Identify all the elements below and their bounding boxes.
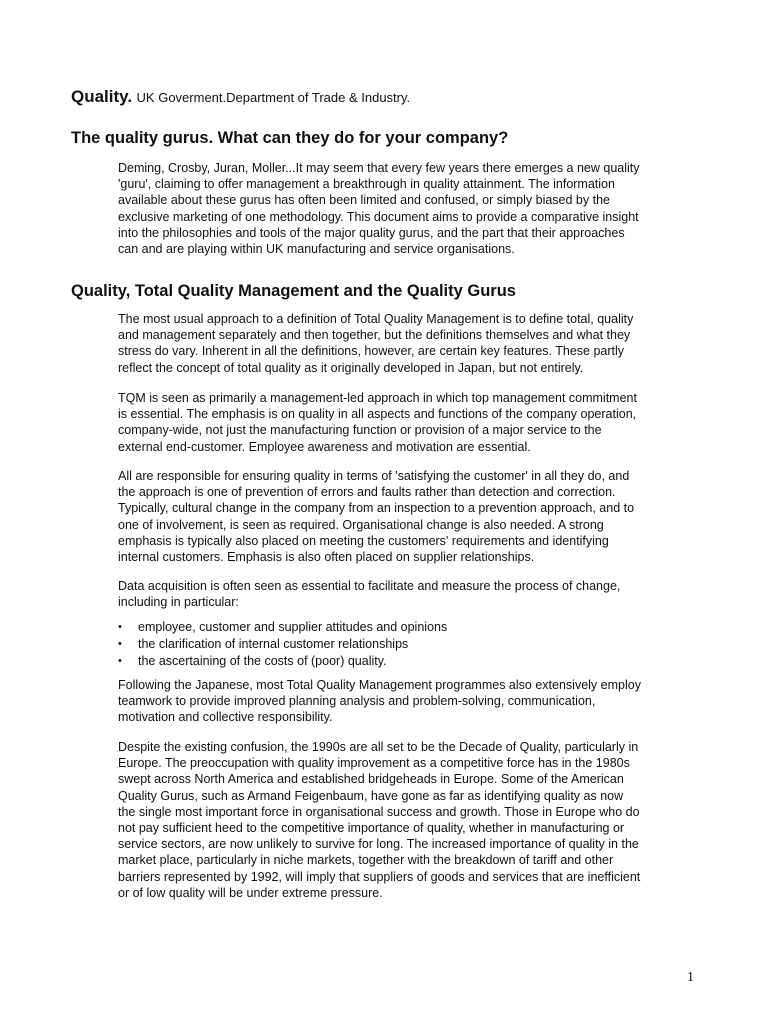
paragraph-intro xyxy=(118,160,703,257)
paragraph-line: internal customers. Emphasis is also often placed on supplier relationships. xyxy=(118,550,535,565)
paragraph-line: Deming, Crosby, Juran, Moller...It may seem that every few years there emerges a new quality xyxy=(118,161,640,175)
bullet-icon: • xyxy=(118,655,122,667)
paragraph-line: TQM is seen as primarily a management-led approach in which top management commitment xyxy=(118,391,637,405)
paragraph-line: teamwork to provide improved planning analysis and problem-solving, communication, xyxy=(118,694,596,709)
bullet-list xyxy=(118,619,703,670)
paragraph-line: Typically, cultural change in the company from an inspection to a prevention approach, and to xyxy=(118,501,635,516)
section-heading-tqm: Quality, Total Quality Management and the Quality Gurus xyxy=(71,282,516,300)
paragraph-line: The most usual approach to a definition of Total Quality Management is to define total, quality xyxy=(118,312,634,326)
paragraph-line: Following the Japanese, most Total Quality Management programmes also extensively employ xyxy=(118,678,641,692)
paragraph-line: swept across North America and established bridgeheads in Europe. Some of the American xyxy=(118,772,624,787)
paragraph-line: not pay sufficient heed to the competitive importance of quality, whether in manufacturing or xyxy=(118,821,625,836)
paragraph-line: market place, particularly in niche markets, together with the breakdown of tariff and other xyxy=(118,853,614,868)
list-item-text: employee, customer and supplier attitudes and opinions xyxy=(138,620,448,634)
paragraph-line: available about these gurus has often been limited and confused, or simply biased by the xyxy=(118,193,610,208)
paragraph-line: barriers represented by 1992, will imply that suppliers of goods and services that are inefficient xyxy=(118,869,641,884)
paragraph-line: Quality Gurus, such as Armand Feigenbaum, have gone as far as identifying quality as now xyxy=(118,788,624,803)
bullet-icon: • xyxy=(118,621,122,633)
paragraph-line: motivation and collective responsibility. xyxy=(118,710,333,725)
paragraph-line: service sectors, are now unlikely to survive for long. The increased importance of quality in the xyxy=(118,837,639,852)
paragraph-line: the single most important force in organisational success and growth. Those in Europe who do xyxy=(118,804,640,819)
paragraph-line: stress do vary. Inherent in all the definitions, however, are certain key features. These partly xyxy=(118,344,625,359)
document-source: UK Goverment.Department of Trade & Industry. xyxy=(136,90,411,105)
paragraph-line: reflect the concept of total quality as it originally developed in Japan, but not entirely. xyxy=(118,360,584,375)
paragraph-line: All are responsible for ensuring quality in terms of 'satisfying the customer' in all they do, and xyxy=(118,469,630,483)
list-item xyxy=(118,653,703,670)
paragraph-line: including in particular: xyxy=(118,595,239,610)
paragraph-definition xyxy=(118,311,703,376)
paragraph-line: company-wide, not just the manufacturing function or provision of a major service to the xyxy=(118,423,602,438)
section-heading-quality-gurus: The quality gurus. What can they do for your company? xyxy=(71,129,509,147)
document-title: Quality. xyxy=(71,87,133,106)
paragraph-line: the approach is one of prevention of errors and faults rather than detection and correction. xyxy=(118,485,616,500)
paragraph-line: one of involvement, is seen as required. Organisational change is also needed. A strong xyxy=(118,517,604,532)
paragraph-line: 'guru', claiming to offer management a breakthrough in quality attainment. The information xyxy=(118,177,615,192)
paragraph-decade-of-quality xyxy=(118,739,703,901)
paragraph-line: Despite the existing confusion, the 1990s are all set to be the Decade of Quality, particularly in xyxy=(118,740,639,754)
paragraph-line: or of low quality will be under extreme pressure. xyxy=(118,885,383,900)
paragraph-line: exclusive marketing of one methodology. This document aims to provide a comparative insight xyxy=(118,209,639,224)
paragraph-tqm-management xyxy=(118,390,703,455)
paragraph-line: emphasis is typically also placed on meeting the customers' requirements and identifying xyxy=(118,533,609,548)
paragraph-line: and management separately and then together, but the definitions themselves and what they xyxy=(118,328,631,343)
paragraph-data-acquisition xyxy=(118,578,703,610)
paragraph-line: Europe. The preoccupation with quality improvement as a competitive force has in the 1980s xyxy=(118,756,630,771)
paragraph-line: Data acquisition is often seen as essential to facilitate and measure the process of change, xyxy=(118,579,621,593)
page-number: 1 xyxy=(687,970,694,985)
paragraph-responsibility xyxy=(118,468,703,565)
list-item-text: the ascertaining of the costs of (poor) quality. xyxy=(138,654,387,668)
paragraph-line: external end-customer. Employee awareness and motivation are essential. xyxy=(118,439,531,454)
paragraph-line: is essential. The emphasis is on quality in all aspects and functions of the company operation, xyxy=(118,407,637,422)
paragraph-teamwork xyxy=(118,677,703,726)
paragraph-line: into the philosophies and tools of the major quality gurus, and the part that their approaches xyxy=(118,225,625,240)
document-header xyxy=(71,87,410,107)
list-item xyxy=(118,636,703,653)
paragraph-line: can and are playing within UK manufacturing and service organisations. xyxy=(118,242,515,257)
bullet-icon: • xyxy=(118,638,122,650)
list-item xyxy=(118,619,703,636)
list-item-text: the clarification of internal customer relationships xyxy=(138,637,409,651)
